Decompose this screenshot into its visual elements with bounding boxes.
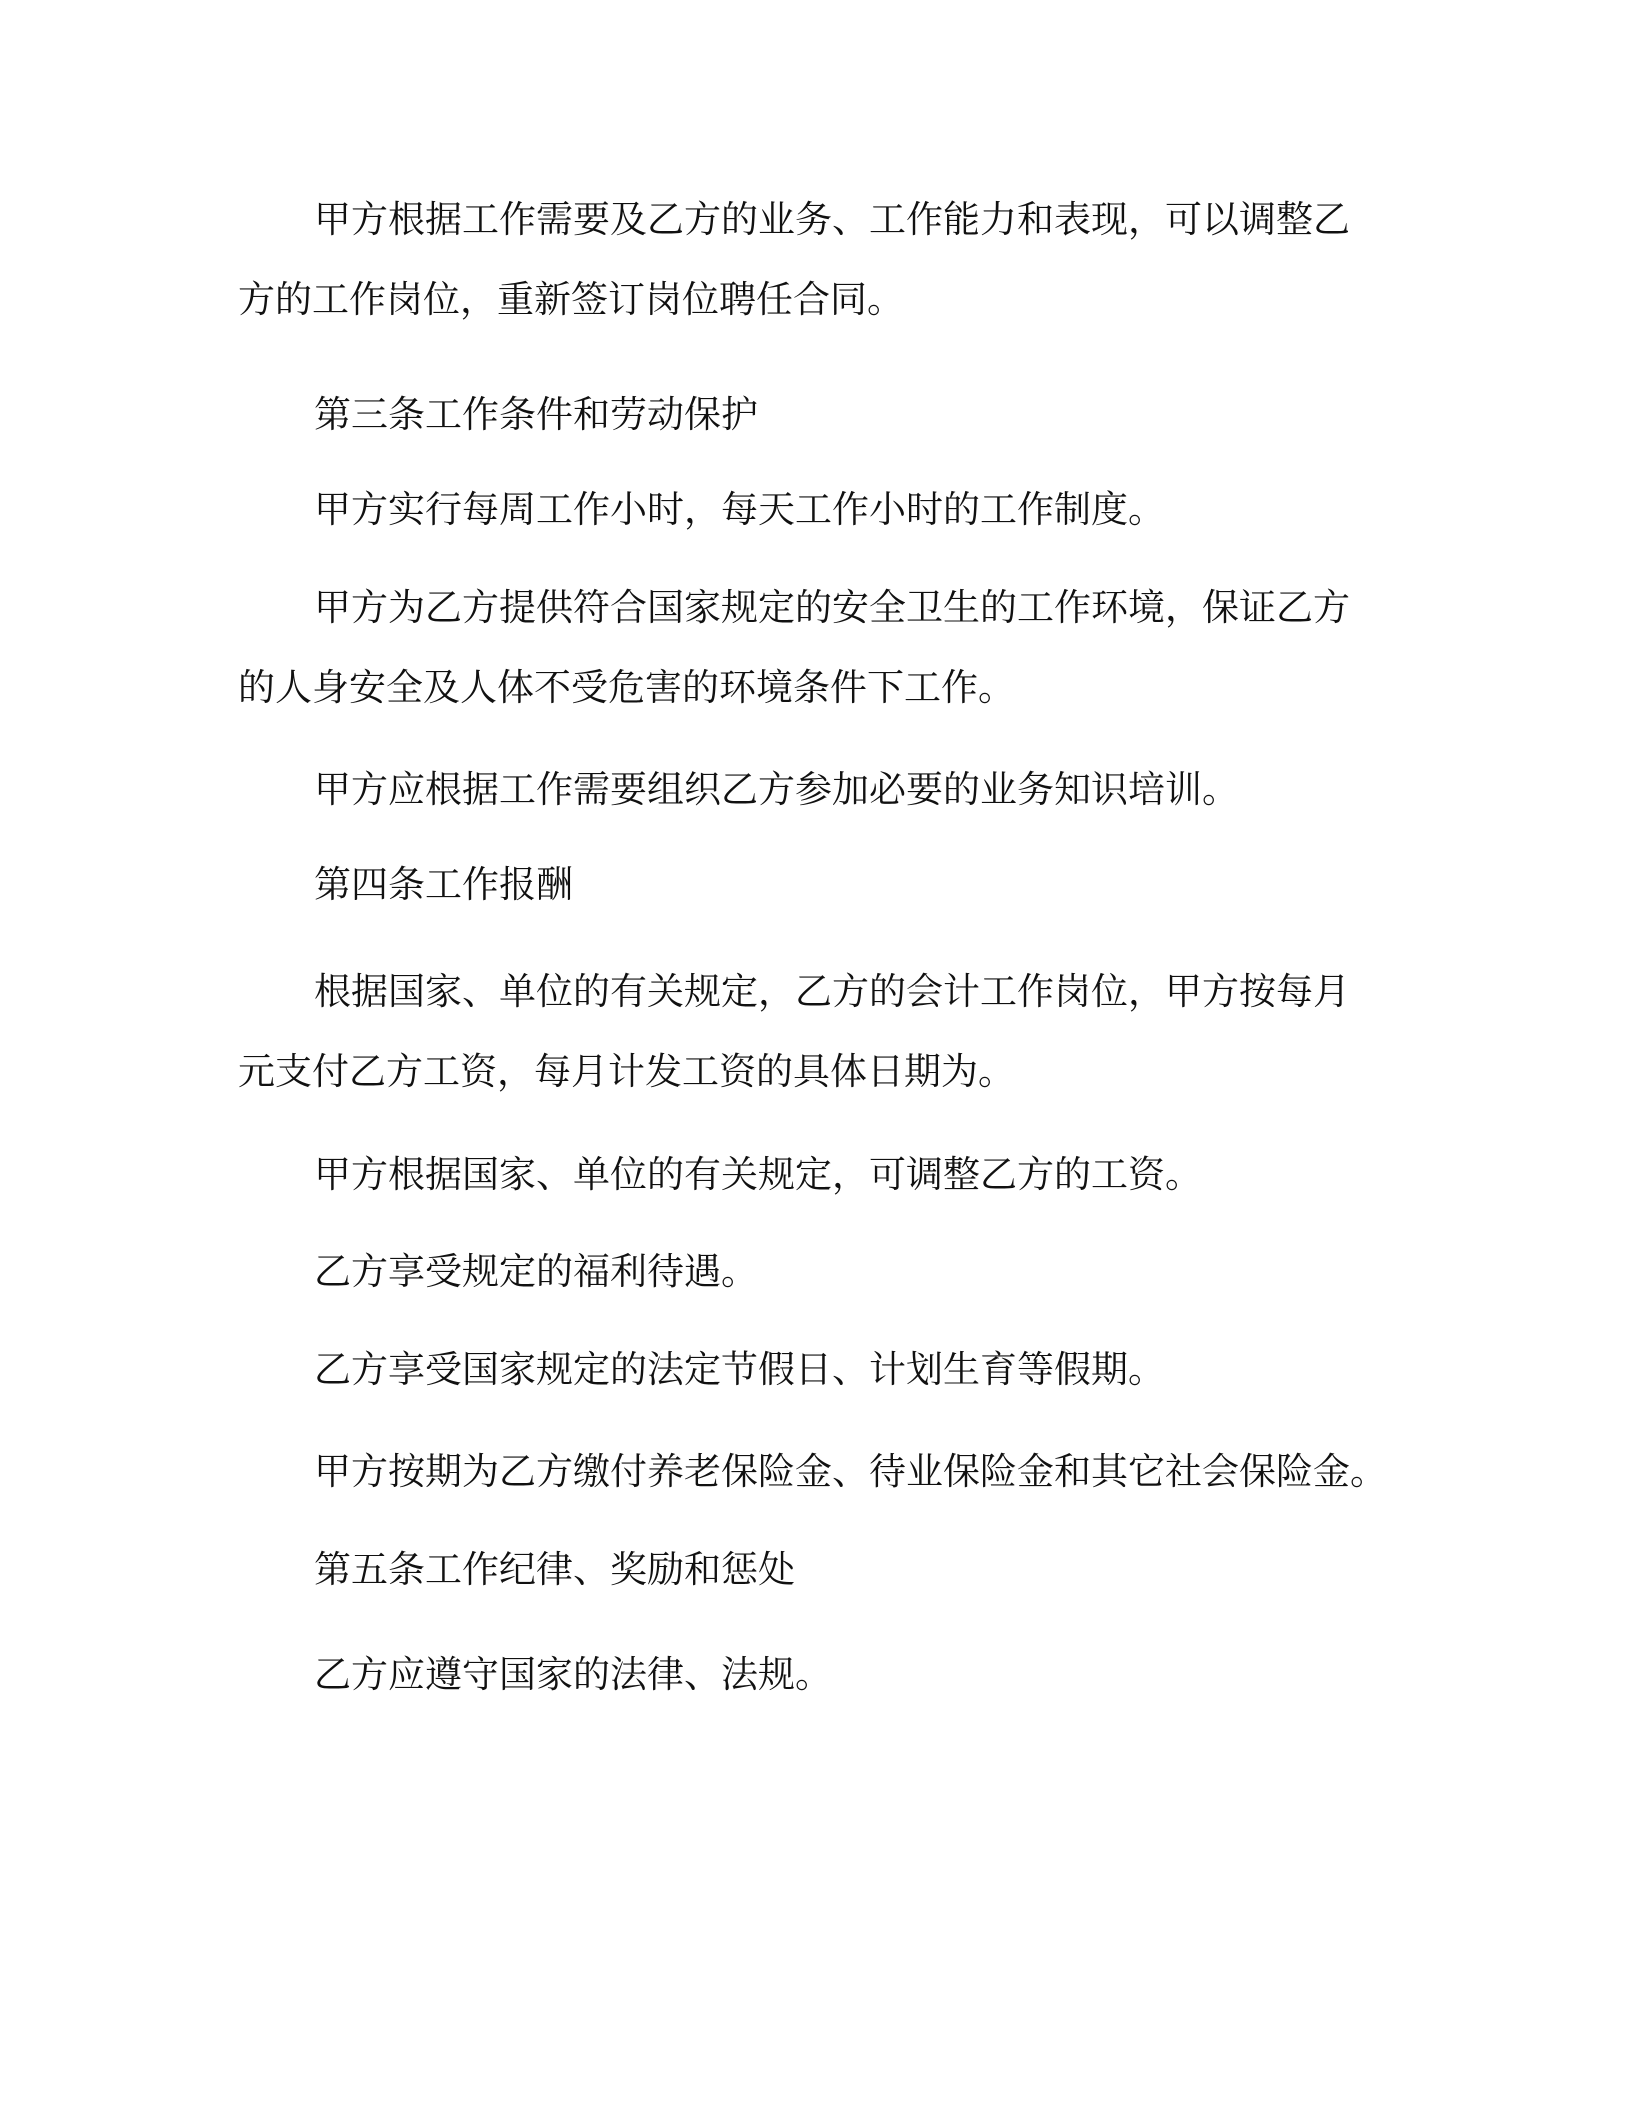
paragraph: 甲方按期为乙方缴付养老保险金、待业保险金和其它社会保险金。 bbox=[314, 1450, 1387, 1493]
paragraph: 甲方根据工作需要及乙方的业务、工作能力和表现，可以调整乙方的工作岗位，重新签订岗位聘任合同。 bbox=[238, 198, 1350, 321]
section-heading: 第五条工作纪律、奖励和惩处 bbox=[314, 1548, 795, 1591]
section-heading: 第三条工作条件和劳动保护 bbox=[314, 393, 758, 436]
paragraph: 乙方享受国家规定的法定节假日、计划生育等假期。 bbox=[314, 1348, 1165, 1391]
paragraph: 根据国家、单位的有关规定，乙方的会计工作岗位，甲方按每月元支付乙方工资，每月计发工资的具体日期为。 bbox=[238, 970, 1350, 1093]
paragraph: 甲方为乙方提供符合国家规定的安全卫生的工作环境，保证乙方的人身安全及人体不受危害的环境条件下工作。 bbox=[238, 586, 1350, 709]
paragraph: 甲方根据国家、单位的有关规定，可调整乙方的工资。 bbox=[314, 1153, 1202, 1196]
paragraph: 甲方实行每周工作小时，每天工作小时的工作制度。 bbox=[314, 488, 1165, 531]
paragraph: 乙方应遵守国家的法律、法规。 bbox=[314, 1653, 832, 1696]
paragraph: 甲方应根据工作需要组织乙方参加必要的业务知识培训。 bbox=[314, 768, 1239, 811]
section-heading: 第四条工作报酬 bbox=[314, 863, 573, 906]
paragraph: 乙方享受规定的福利待遇。 bbox=[314, 1250, 758, 1293]
